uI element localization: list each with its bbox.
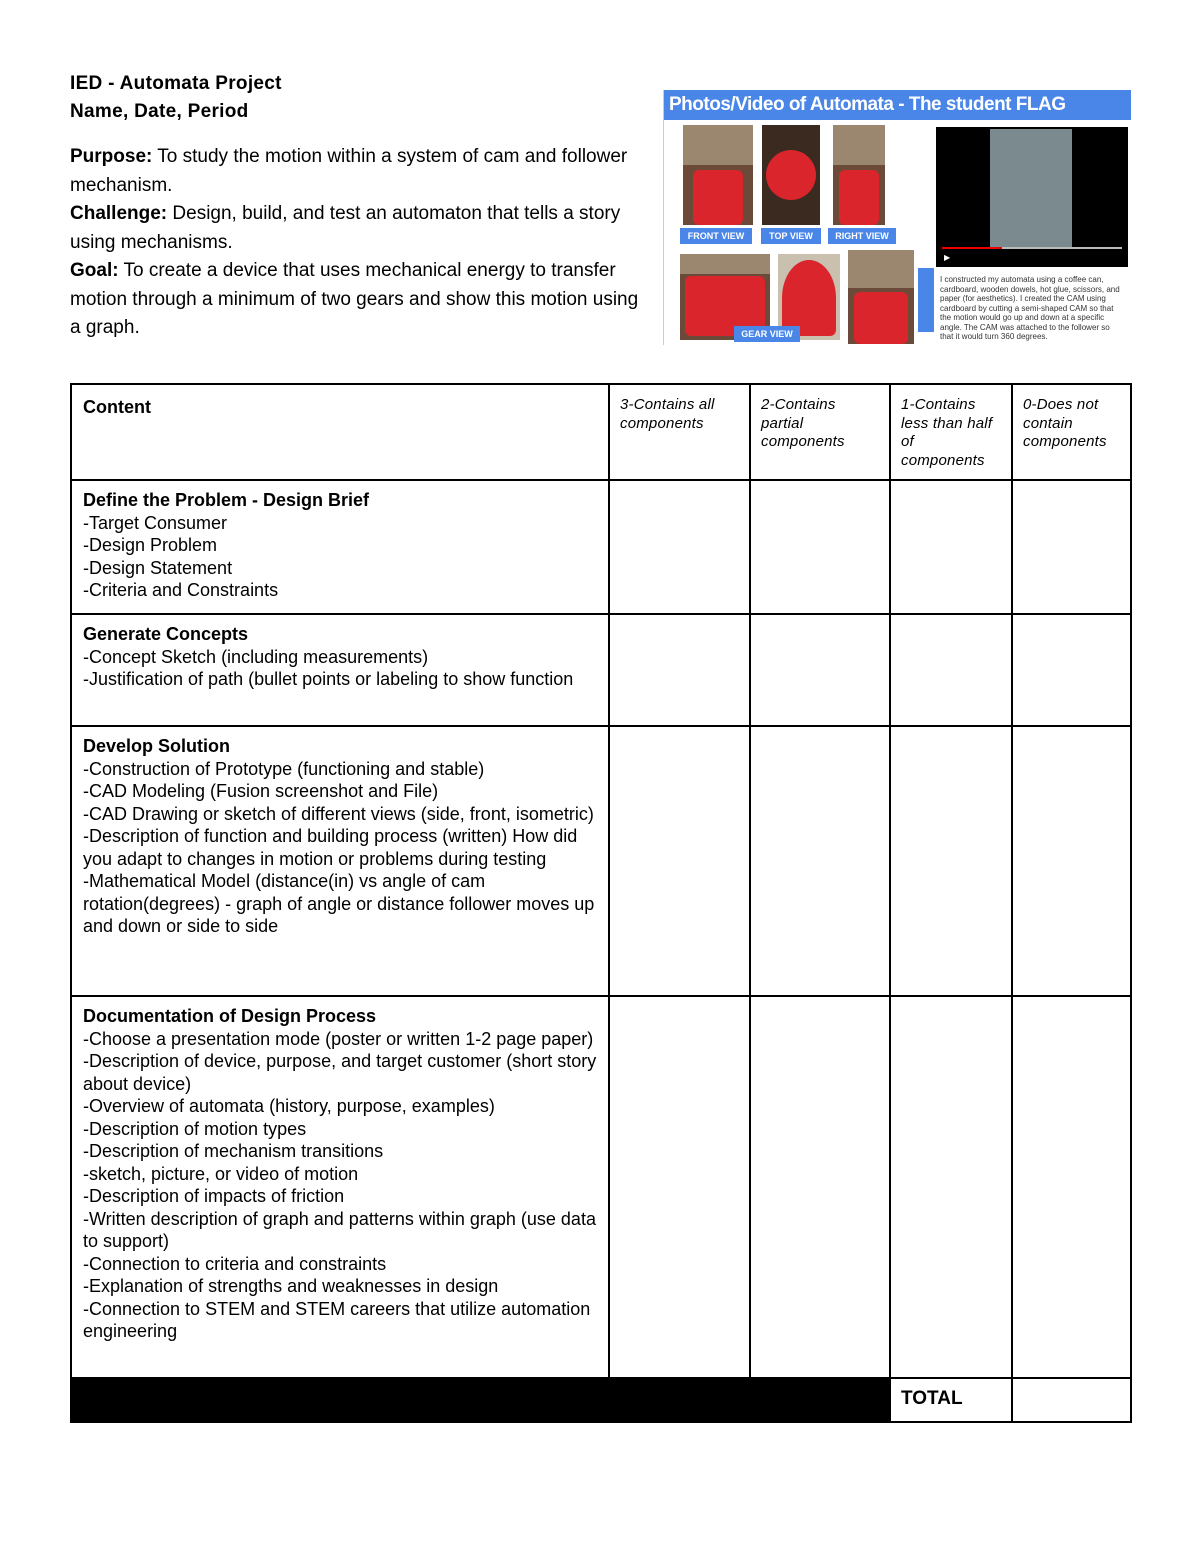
table-row [71, 996, 1131, 1378]
score-cell[interactable] [890, 480, 1012, 614]
section-generate-concepts [71, 614, 609, 726]
section-title: Define the Problem - Design Brief [83, 490, 370, 510]
goal-label: Goal: [70, 260, 119, 281]
score-cell[interactable] [890, 726, 1012, 996]
score-cell[interactable] [1012, 726, 1131, 996]
list-item: -Design Statement [83, 557, 233, 578]
score-cell[interactable] [890, 996, 1012, 1378]
challenge-text: Design, build, and test an automaton that tells a story using mechanisms. [70, 203, 621, 253]
score-0-header: 0-Does not contain components [1012, 384, 1131, 480]
rubric-table [70, 383, 1132, 1423]
score-cell[interactable] [609, 996, 750, 1378]
video-player[interactable] [936, 127, 1128, 267]
list-item: -CAD Modeling (Fusion screenshot and File) [83, 781, 439, 801]
list-item: -sketch, picture, or video of motion [83, 1163, 359, 1184]
score-cell[interactable] [750, 996, 890, 1378]
purpose-text: To study the motion within a system of cam and follower mechanism. [70, 146, 628, 196]
list-item: -Concept Sketch (including measurements) [83, 646, 429, 667]
list-item: -Overview of automata (history, purpose, examples) [83, 1096, 495, 1116]
intro-block [70, 143, 650, 343]
side-view-photo [848, 250, 914, 344]
front-view-photo [683, 125, 753, 225]
list-item: -Mathematical Model (distance(in) vs angle of cam rotation(degrees) - graph of angle or distance follower moves up and down or side to side [83, 871, 595, 936]
list-item: -Description of function and building process (written) How did you adapt to changes in motion or problems during testing [83, 826, 578, 869]
list-item: -Description of mechanism transitions [83, 1141, 384, 1161]
total-black-fill [71, 1378, 890, 1422]
total-row [71, 1378, 1131, 1422]
table-row [71, 726, 1131, 996]
challenge-label: Challenge: [70, 203, 168, 224]
video-frame [990, 129, 1072, 249]
section-develop-solution [71, 726, 609, 996]
list-item: -Choose a presentation mode (poster or written 1-2 page paper) [83, 1028, 594, 1049]
right-view-label: RIGHT VIEW [828, 228, 896, 244]
goal-paragraph [70, 257, 650, 343]
list-item: -CAD Drawing or sketch of different views (side, front, isometric) [83, 803, 594, 824]
score-cell[interactable] [1012, 614, 1131, 726]
video-progress-bar[interactable] [942, 247, 1122, 249]
purpose-label: Purpose: [70, 146, 153, 167]
score-cell[interactable] [750, 480, 890, 614]
list-item: -Justification of path (bullet points or labeling to show function [83, 669, 574, 689]
content-header: Content [71, 384, 609, 480]
name-date-period: Name, Date, Period [70, 101, 249, 122]
challenge-paragraph [70, 200, 650, 257]
score-3-header: 3-Contains all components [609, 384, 750, 480]
list-item: -Target Consumer [83, 512, 228, 533]
gear-view-label: GEAR VIEW [734, 326, 800, 342]
table-row [71, 614, 1131, 726]
section-title: Develop Solution [83, 736, 231, 756]
list-item: -Criteria and Constraints [83, 580, 279, 600]
list-item: -Construction of Prototype (functioning and stable) [83, 758, 485, 779]
play-icon[interactable]: ▶ [944, 253, 951, 262]
score-cell[interactable] [1012, 996, 1131, 1378]
total-value-cell[interactable] [1012, 1378, 1131, 1422]
score-cell[interactable] [750, 726, 890, 996]
list-item: -Connection to STEM and STEM careers that utilize automation engineering [83, 1298, 591, 1341]
list-item: -Explanation of strengths and weaknesses in design [83, 1276, 499, 1296]
section-title: Generate Concepts [83, 624, 249, 644]
side-view-label-box [918, 268, 944, 332]
side-view-label: SIDE VIEW [934, 280, 944, 322]
score-cell[interactable] [609, 480, 750, 614]
header-row [71, 384, 1131, 480]
top-view-photo [762, 125, 820, 225]
list-item: -Written description of graph and patterns within graph (use data to support) [83, 1208, 596, 1251]
section-documentation [71, 996, 609, 1378]
slide-title: Photos/Video of Automata - The student FLAG [664, 90, 1131, 120]
table-row [71, 480, 1131, 614]
total-label: TOTAL [890, 1378, 1012, 1422]
right-view-photo [833, 125, 885, 225]
slide-caption: I constructed my automata using a coffee can, cardboard, wooden dowels, hot glue, scissors, and paper (for aesthetics). I created the CAM using cardboard by cutting a semi-shaped CAM so that the motion would go up and down at a specific angle. The CAM was attached to the follower so that it would turn 360 degrees. [940, 275, 1120, 341]
score-1-header: 1-Contains less than half of components [890, 384, 1012, 480]
top-view-label: TOP VIEW [761, 228, 821, 244]
score-cell[interactable] [1012, 480, 1131, 614]
list-item: -Description of impacts of friction [83, 1186, 345, 1206]
section-title: Documentation of Design Process [83, 1006, 377, 1026]
score-cell[interactable] [609, 726, 750, 996]
project-title: IED - Automata Project [70, 73, 282, 94]
list-item: -Description of motion types [83, 1118, 307, 1139]
list-item: -Design Problem [83, 535, 218, 555]
score-cell[interactable] [890, 614, 1012, 726]
goal-text: To create a device that uses mechanical energy to transfer motion through a minimum of two gears and show this motion using a graph. [70, 260, 639, 338]
score-cell[interactable] [609, 614, 750, 726]
document-header [70, 70, 650, 343]
score-cell[interactable] [750, 614, 890, 726]
list-item: -Description of device, purpose, and target customer (short story about device) [83, 1051, 597, 1094]
purpose-paragraph [70, 143, 650, 200]
score-2-header: 2-Contains partial components [750, 384, 890, 480]
section-define-problem [71, 480, 609, 614]
front-view-label: FRONT VIEW [680, 228, 752, 244]
list-item: -Connection to criteria and constraints [83, 1253, 387, 1274]
